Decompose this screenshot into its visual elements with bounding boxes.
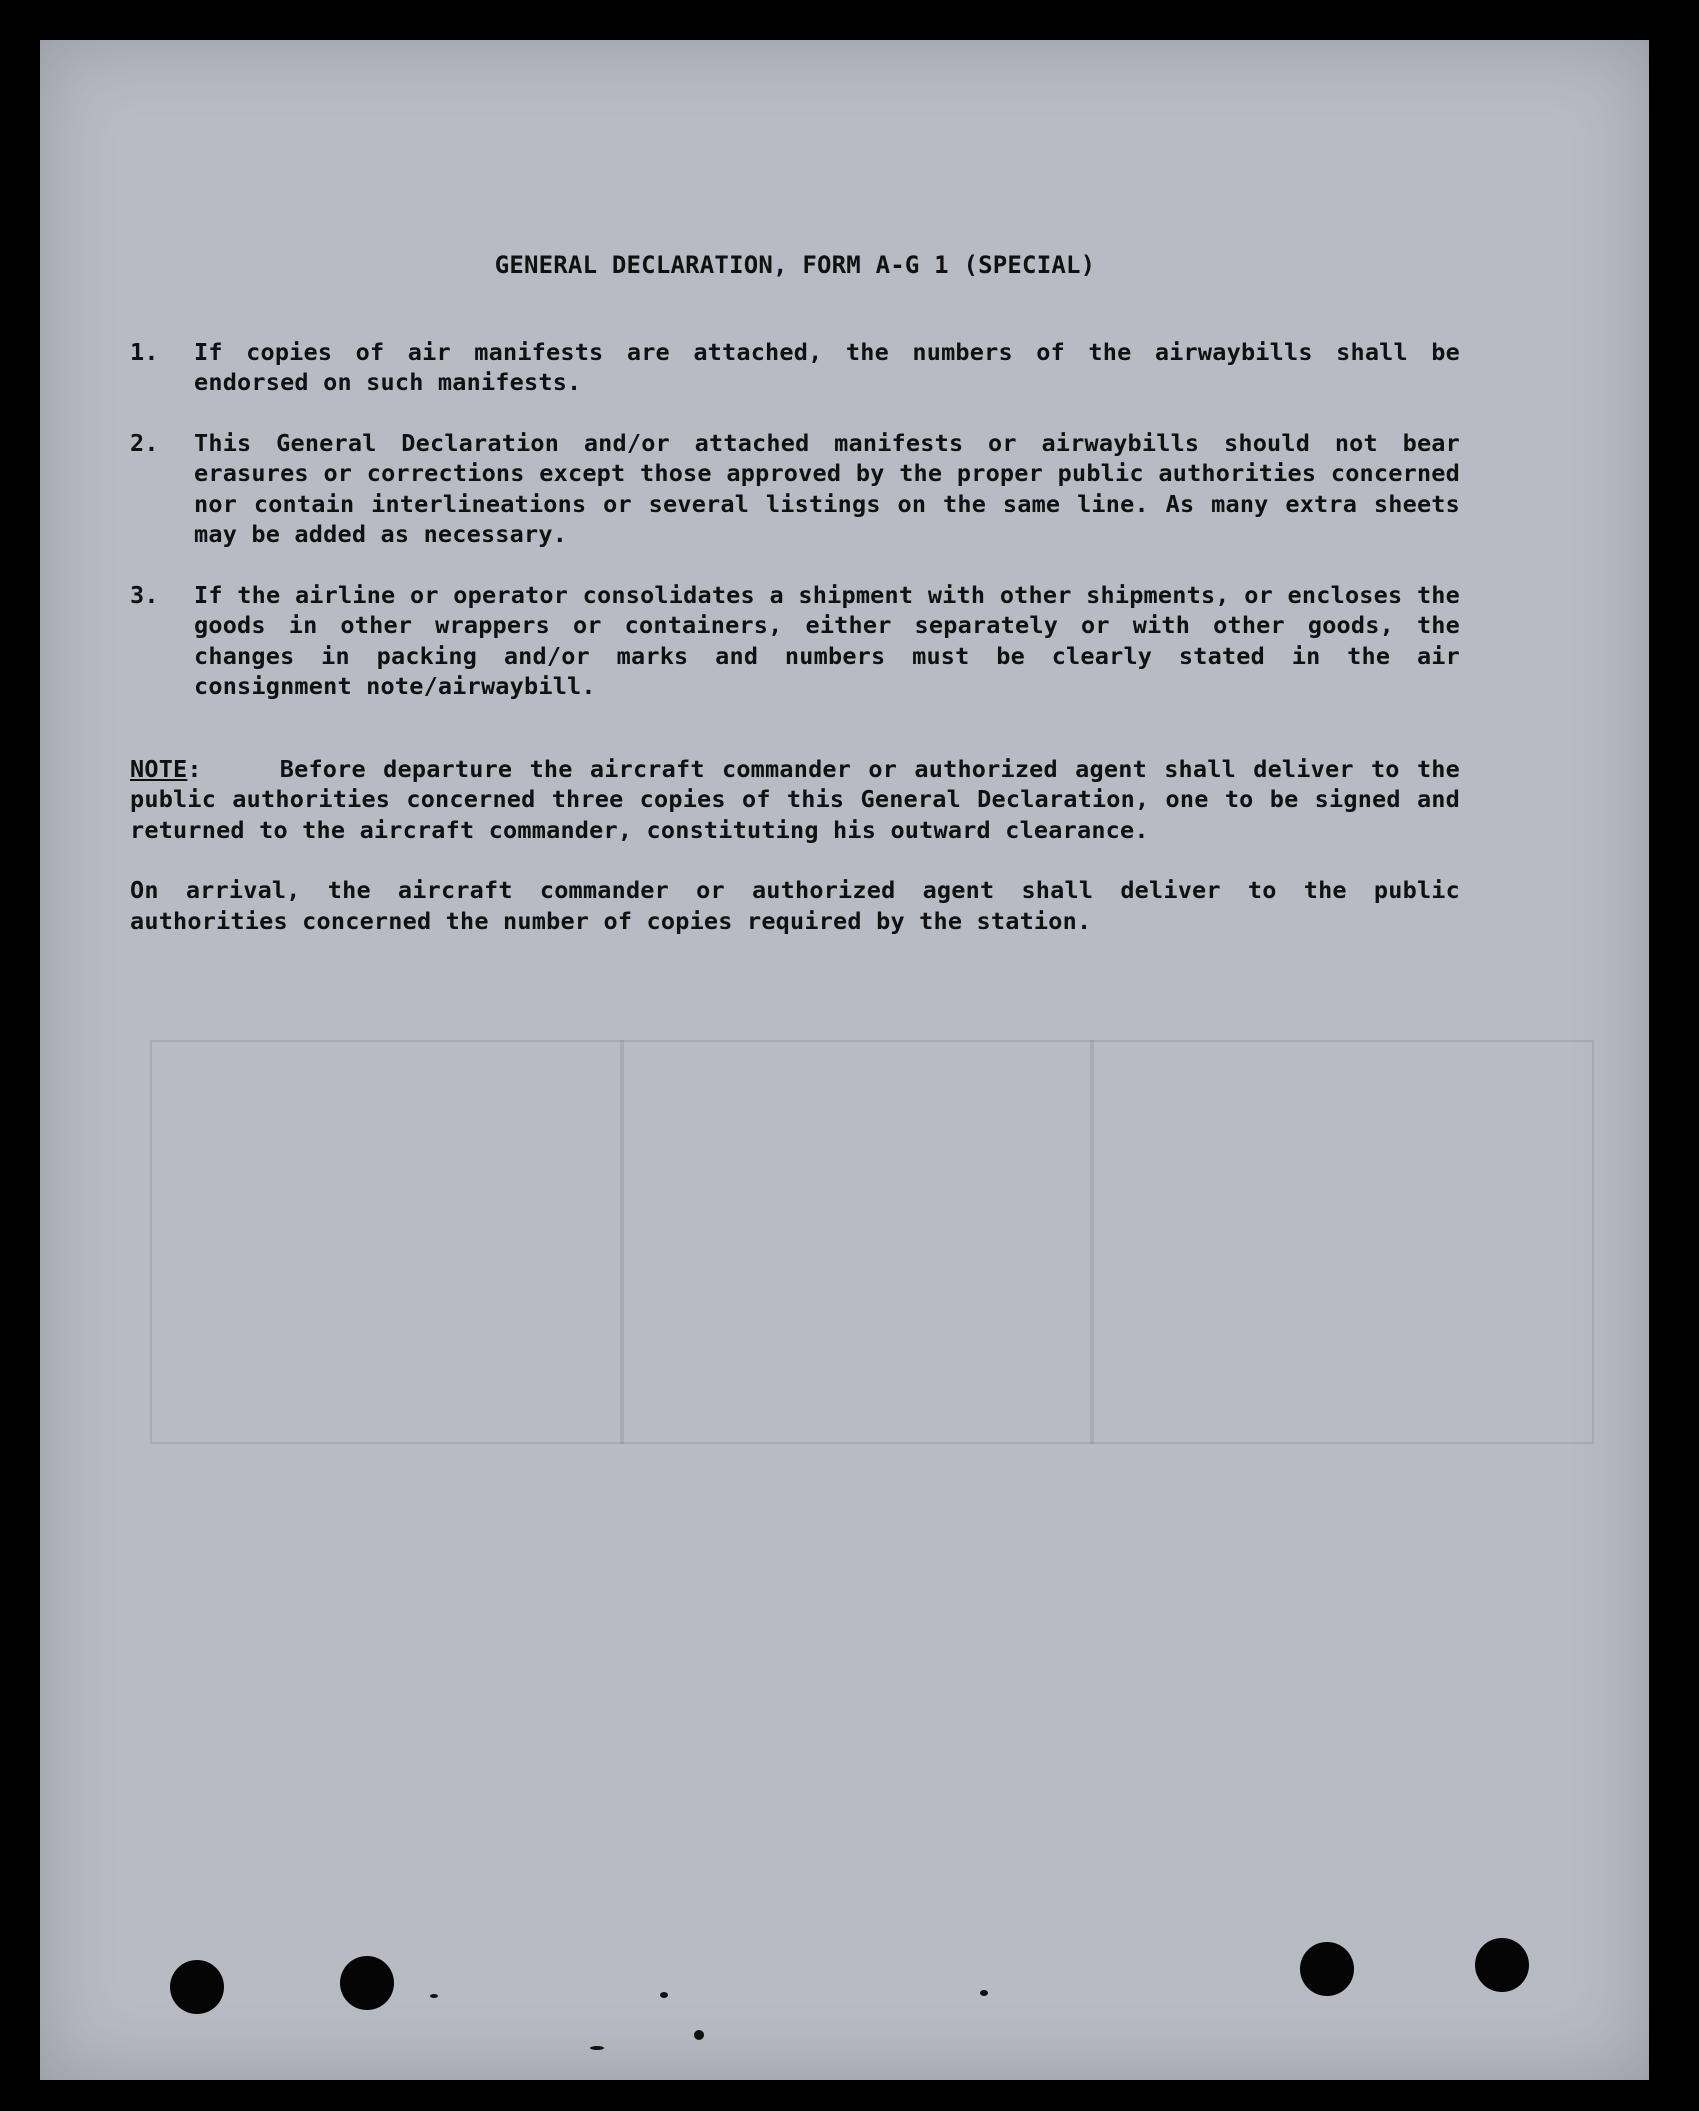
punch-hole [1300,1942,1354,1996]
list-item [130,337,1460,398]
item-text: If the airline or operator consolidates a shipment with other shipments, or encloses the goods in other wrappers or containers, either separately or with other goods, the changes in packing and/or marks and numbers must be clearly stated in the air consignment note/airwaybill. [194,580,1460,700]
punch-hole [1475,1938,1529,1992]
ink-speck [694,2030,704,2040]
item-text: This General Declaration and/or attached manifests or airwaybills should not bear erasures or corrections except those approved by the proper public authorities concerned nor contain interlineations or several listings on the same line. As many extra sheets may be added as necessary. [194,428,1460,548]
ink-speck [590,2046,604,2050]
note-text: Before departure the aircraft commander or authorized agent shall deliver to the public authorities concerned three copies of this General Declaration, one to be signed and returned to the aircraft commander, constituting his outward clearance. [130,754,1460,844]
punch-hole [340,1956,394,2010]
punch-hole [170,1960,224,2014]
note-paragraph [130,754,1460,846]
item-number: 2. [130,428,159,457]
arrival-paragraph: On arrival, the aircraft commander or authorized agent shall deliver to the public authorities concerned the number of copies required by the station. [130,876,1460,935]
ink-speck [660,1992,668,1998]
ink-speck [980,1990,988,1996]
note-label: NOTE [130,754,188,783]
item-number: 3. [130,580,159,609]
document-title: GENERAL DECLARATION, FORM A-G 1 (SPECIAL) [494,251,1096,279]
ink-speck [430,1994,438,1998]
bleed-through-frame [150,1040,1594,1444]
bleed-through-divider [620,1040,624,1444]
list-item [130,428,1460,550]
item-text: If copies of air manifests are attached, the numbers of the airwaybills shall be endorsed on such manifests. [194,337,1460,396]
declaration-text [130,250,1460,936]
item-number: 1. [130,337,159,366]
bleed-through-divider [1090,1040,1094,1444]
note-colon: : [187,754,202,783]
list-item [130,580,1460,702]
